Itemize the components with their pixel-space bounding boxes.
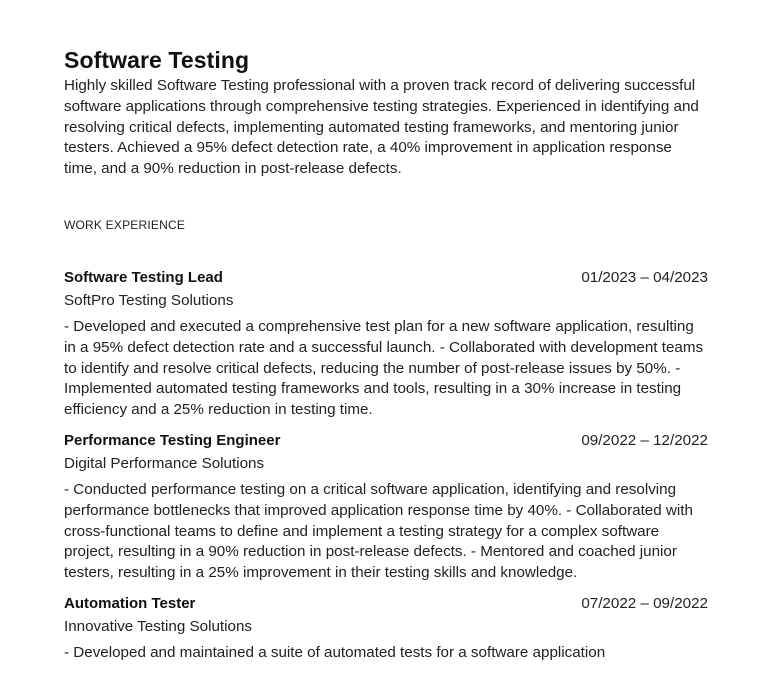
job-header xyxy=(64,268,708,288)
job-description: - Conducted performance testing on a critical software application, identifying and resolving performance bottlenecks that improved application response time by 40%. - Collaborated with cross-functional teams to define and implement a testing strategy for a complex software project, resulting in a 90% reduction in post-release defects. - Mentored and coached junior testers, resulting in a 25% improvement in their testing skills and knowledge. xyxy=(64,480,693,582)
job-title: Performance Testing Engineer xyxy=(64,431,281,449)
resume-title: Software Testing xyxy=(64,47,250,73)
job-dates: 07/2022 – 09/2022 xyxy=(581,594,708,612)
job-entry-performance-testing-engineer xyxy=(64,431,708,584)
job-entry-automation-tester xyxy=(64,594,708,664)
job-title: Software Testing Lead xyxy=(64,268,223,286)
company-name: SoftPro Testing Solutions xyxy=(64,291,234,309)
job-description: - Developed and executed a comprehensive test plan for a new software application, resulting in a 95% defect detection rate and a successful launch. - Collaborated with development teams to identify and resolve critical defects, reducing the number of post-release issues by 50%. - Implemented automated testing frameworks and tools, resulting in a 30% increase in testing efficiency and a 25% reduction in testing time. xyxy=(64,317,704,419)
work-experience-heading: WORK EXPERIENCE xyxy=(64,217,186,232)
job-title: Automation Tester xyxy=(64,594,196,612)
job-header xyxy=(64,594,708,614)
company-name: Innovative Testing Solutions xyxy=(64,617,252,635)
job-entry-software-testing-lead xyxy=(64,268,708,421)
company-name: Digital Performance Solutions xyxy=(64,454,265,472)
job-dates: 01/2023 – 04/2023 xyxy=(581,268,708,286)
resume-page xyxy=(64,44,708,664)
job-dates: 09/2022 – 12/2022 xyxy=(581,431,708,449)
professional-summary: Highly skilled Software Testing professional with a proven track record of delivering successful software applications through comprehensive testing strategies. Experienced in identifying and resolving critical defects, implementing automated testing frameworks, and mentoring junior testers. Achieved a 95% defect detection rate, a 40% improvement in application response time, and a 90% reduction in post-release defects. xyxy=(64,77,699,178)
job-description: - Developed and maintained a suite of automated tests for a software application xyxy=(64,643,606,661)
job-header xyxy=(64,431,708,451)
